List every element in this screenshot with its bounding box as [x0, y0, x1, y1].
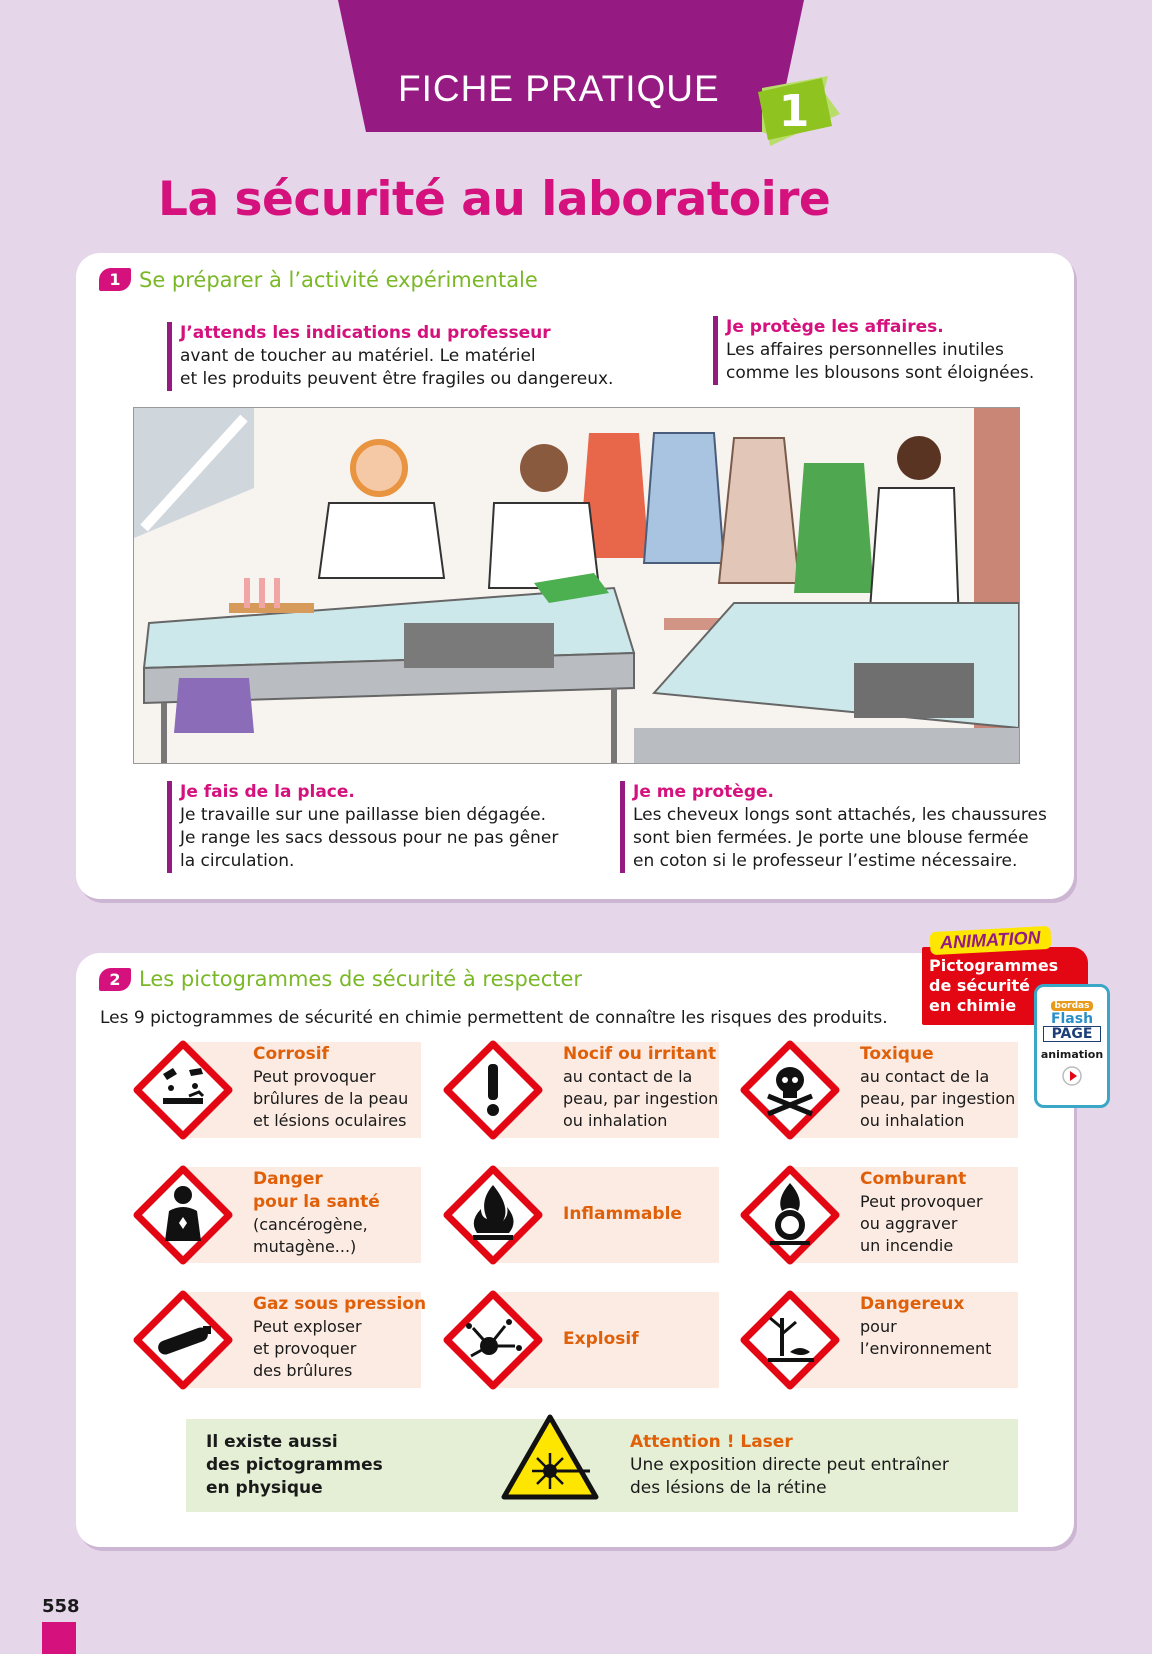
pictogram-name: Toxique: [860, 1044, 934, 1064]
health-hazard-icon: [133, 1165, 233, 1265]
header-number-badge: [758, 74, 840, 148]
pictogram-text: [253, 1043, 408, 1132]
laser-line: Une exposition directe peut entraîner: [630, 1455, 949, 1475]
callout-line: et les produits peuvent être fragiles ou dangereux.: [180, 369, 614, 389]
pictogram-desc-line: au contact de la: [563, 1067, 693, 1086]
physics-line: Il existe aussi: [206, 1432, 338, 1452]
flame-icon: [443, 1165, 543, 1265]
pictogram-name: Gaz sous pression: [253, 1294, 427, 1314]
app-name-page: PAGE: [1043, 1026, 1101, 1042]
section1-number: 1: [99, 268, 131, 291]
play-icon[interactable]: [1061, 1065, 1083, 1087]
explosive-icon: [443, 1290, 543, 1390]
animation-label[interactable]: ANIMATION: [929, 926, 1051, 955]
pictogram-desc-line: mutagène...): [253, 1237, 357, 1256]
section2-intro: Les 9 pictogrammes de sécurité en chimie permettent de connaître les risques des produits.: [100, 1008, 888, 1028]
exclamation-icon: [443, 1040, 543, 1140]
pictogram-desc-line: des brûlures: [253, 1361, 353, 1380]
page-number: 558: [42, 1596, 80, 1617]
header-tab: [338, 0, 804, 132]
pictogram-text: [860, 1293, 991, 1360]
section2-number: 2: [99, 968, 131, 991]
pictogram-desc-line: Peut exploser: [253, 1317, 362, 1336]
physics-line: en physique: [206, 1478, 323, 1498]
callout-protect-belongings: [713, 316, 1034, 385]
oxidizer-icon: [740, 1165, 840, 1265]
pictogram-desc-line: (cancérogène,: [253, 1215, 368, 1234]
pictogram-desc-line: Peut provoquer: [860, 1192, 983, 1211]
page-title: La sécurité au laboratoire: [158, 172, 831, 227]
pictogram-text: [860, 1168, 983, 1257]
header-number: 1: [778, 86, 810, 137]
laser-text: [630, 1431, 949, 1500]
pictogram-name: Nocif ou irritant: [563, 1044, 717, 1064]
physics-line: des pictogrammes: [206, 1455, 383, 1475]
laser-line: des lésions de la rétine: [630, 1478, 827, 1498]
callout-title: Je fais de la place.: [180, 782, 355, 802]
pictogram-name: Inflammable: [563, 1204, 682, 1224]
pictogram-text: [563, 1328, 639, 1351]
callout-line: en coton si le professeur l’estime nécessaire.: [633, 851, 1018, 871]
pictogram-desc-line: peau, par ingestion: [563, 1089, 719, 1108]
pictogram-desc-line: ou inhalation: [563, 1111, 668, 1130]
app-caption: animation: [1040, 1048, 1104, 1061]
pictogram-desc-line: l’environnement: [860, 1339, 992, 1358]
laser-warning-icon: [500, 1413, 600, 1503]
pictogram-desc-line: ou aggraver: [860, 1214, 958, 1233]
pictogram-desc-line: et provoquer: [253, 1339, 357, 1358]
gas-cylinder-icon: [133, 1290, 233, 1390]
callout-line: Les cheveux longs sont attachés, les chaussures: [633, 805, 1047, 825]
callout-line: Je travaille sur une paillasse bien dégagée.: [180, 805, 546, 825]
pictogram-name: Dangereux: [860, 1294, 965, 1314]
pictogram-text: [253, 1168, 380, 1258]
pictogram-desc-line: peau, par ingestion: [860, 1089, 1016, 1108]
pictogram-name: pour la santé: [253, 1192, 380, 1212]
animation-line: de sécurité: [929, 976, 1030, 995]
callout-line: Je range les sacs dessous pour ne pas gêner: [180, 828, 559, 848]
lab-illustration: [133, 407, 1020, 764]
pictogram-name: Danger: [253, 1169, 323, 1189]
section1-title: Se préparer à l’activité expérimentale: [139, 268, 538, 292]
pictogram-name: Corrosif: [253, 1044, 329, 1064]
pictogram-name: Comburant: [860, 1169, 967, 1189]
lab-scene-drawing: [134, 408, 1019, 763]
pictogram-text: [563, 1043, 718, 1132]
callout-line: avant de toucher au matériel. Le matériel: [180, 346, 536, 366]
callout-wait-teacher: [167, 322, 613, 391]
callout-title: Je protège les affaires.: [726, 317, 944, 337]
skull-icon: [740, 1040, 840, 1140]
pictogram-text: [253, 1293, 426, 1382]
laser-title: Attention ! Laser: [630, 1432, 793, 1452]
flashpage-app-button[interactable]: [1034, 984, 1110, 1108]
pictogram-desc-line: au contact de la: [860, 1067, 990, 1086]
callout-line: comme les blousons sont éloignées.: [726, 363, 1035, 383]
animation-line: en chimie: [929, 996, 1017, 1015]
pictogram-desc-line: Peut provoquer: [253, 1067, 376, 1086]
callout-protect-self: [620, 781, 1047, 873]
section2-title: Les pictogrammes de sécurité à respecter: [139, 967, 583, 991]
pictogram-desc-line: brûlures de la peau: [253, 1089, 409, 1108]
callout-title: J’attends les indications du professeur: [180, 323, 551, 343]
callout-line: Les affaires personnelles inutiles: [726, 340, 1004, 360]
physics-text: [206, 1431, 383, 1500]
callout-make-room: [167, 781, 558, 873]
app-name-flash: Flash: [1050, 1011, 1094, 1027]
pictogram-desc-line: un incendie: [860, 1236, 954, 1255]
pictogram-desc-line: pour: [860, 1317, 897, 1336]
pictogram-desc-line: et lésions oculaires: [253, 1111, 407, 1130]
physics-box: [186, 1419, 1018, 1512]
callout-line: sont bien fermées. Je porte une blouse fermée: [633, 828, 1029, 848]
pictogram-text: [563, 1203, 682, 1226]
header-label: FICHE PRATIQUE: [398, 68, 720, 109]
app-brand: bordas: [1051, 1001, 1094, 1011]
pictogram-name: Explosif: [563, 1329, 639, 1349]
environment-icon: [740, 1290, 840, 1390]
callout-line: la circulation.: [180, 851, 295, 871]
corrosive-icon: [133, 1040, 233, 1140]
pictogram-desc-line: ou inhalation: [860, 1111, 965, 1130]
callout-title: Je me protège.: [633, 782, 774, 802]
animation-line: Pictogrammes: [929, 956, 1059, 975]
pictogram-text: [860, 1043, 1015, 1132]
page-marker: [42, 1622, 76, 1654]
